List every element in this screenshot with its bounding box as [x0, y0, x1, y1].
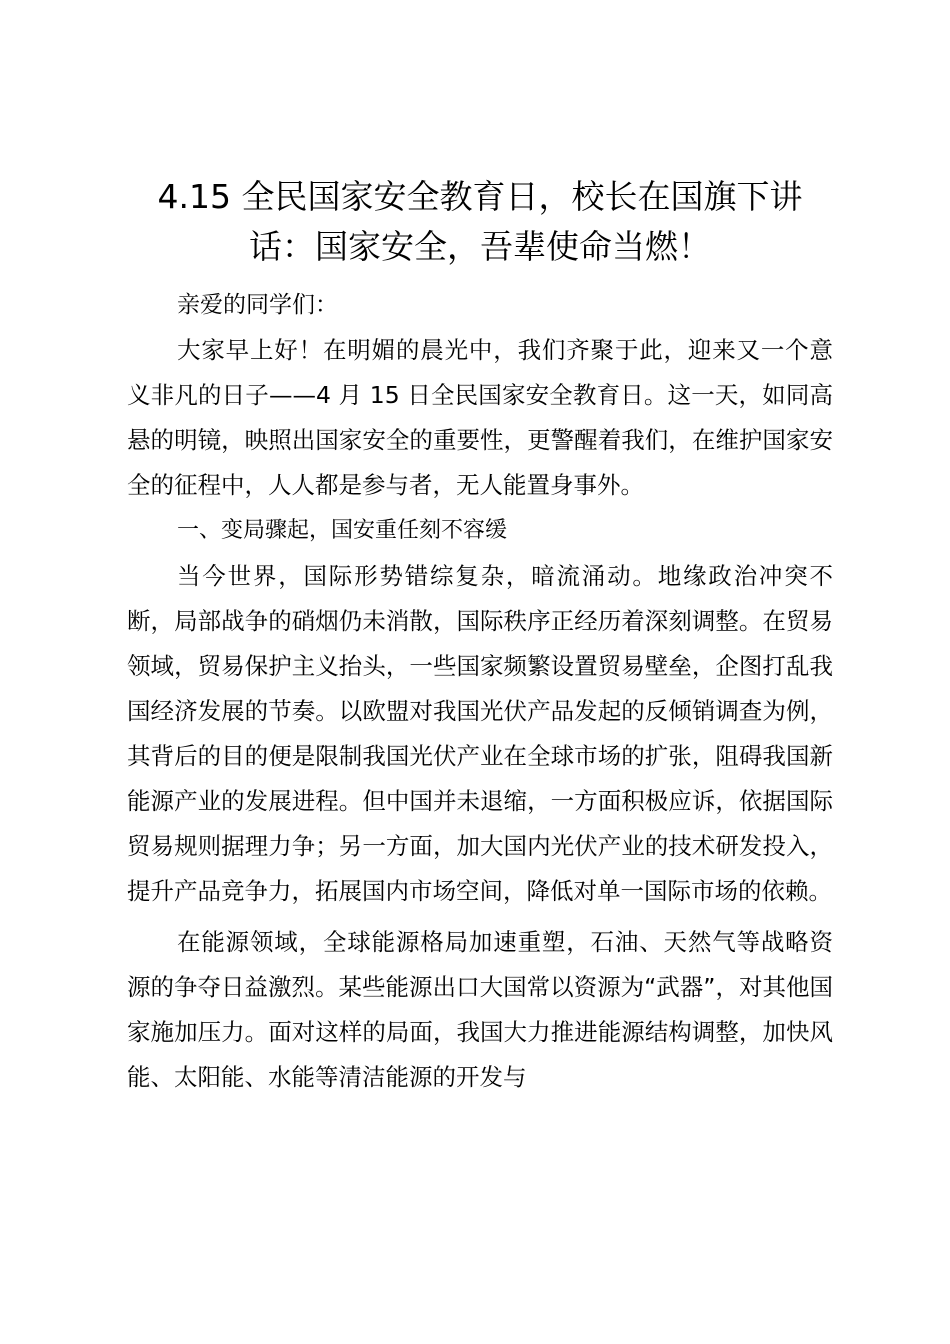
paragraph-intro: 大家早上好！在明媚的晨光中，我们齐聚于此，迎来又一个意义非凡的日子——4 月 15 日全民国家安全教育日。这一天，如同高悬的明镜，映照出国家安全的重要性，更警醒着我们，在维护国家安全的征程中，人人都是参与者，无人能置身事外。	[127, 336, 833, 499]
paragraph-energy: 在能源领域，全球能源格局加速重塑，石油、天然气等战略资源的争夺日益激烈。某些能源出口大国常以资源为“武器”，对其他国家施加压力。面对这样的局面，我国大力推进能源结构调整，加快风能、太阳能、水能等清洁能源的开发与	[127, 928, 833, 1091]
document-body	[127, 172, 833, 1100]
document-title: 4.15 全民国家安全教育日，校长在国旗下讲话：国家安全，吾辈使命当燃！	[157, 177, 803, 266]
section-heading-1: 一、变局骤起，国安重任刻不容缓	[177, 518, 508, 543]
salutation: 亲爱的同学们：	[177, 292, 338, 318]
paragraph-trade: 当今世界，国际形势错综复杂，暗流涌动。地缘政治冲突不断，局部战争的硝烟仍未消散，国际秩序正经历着深刻调整。在贸易领域，贸易保护主义抬头，一些国家频繁设置贸易壁垒，企图打乱我国经济发展的节奏。以欧盟对我国光伏产品发起的反倾销调查为例，其背后的目的便是限制我国光伏产业在全球市场的扩张，阻碍我国新能源产业的发展进程。但中国并未退缩，一方面积极应诉，依据国际贸易规则据理力争；另一方面，加大国内光伏产业的技术研发投入，提升产品竞争力，拓展国内市场空间，降低对单一国际市场的依赖。	[127, 562, 833, 905]
